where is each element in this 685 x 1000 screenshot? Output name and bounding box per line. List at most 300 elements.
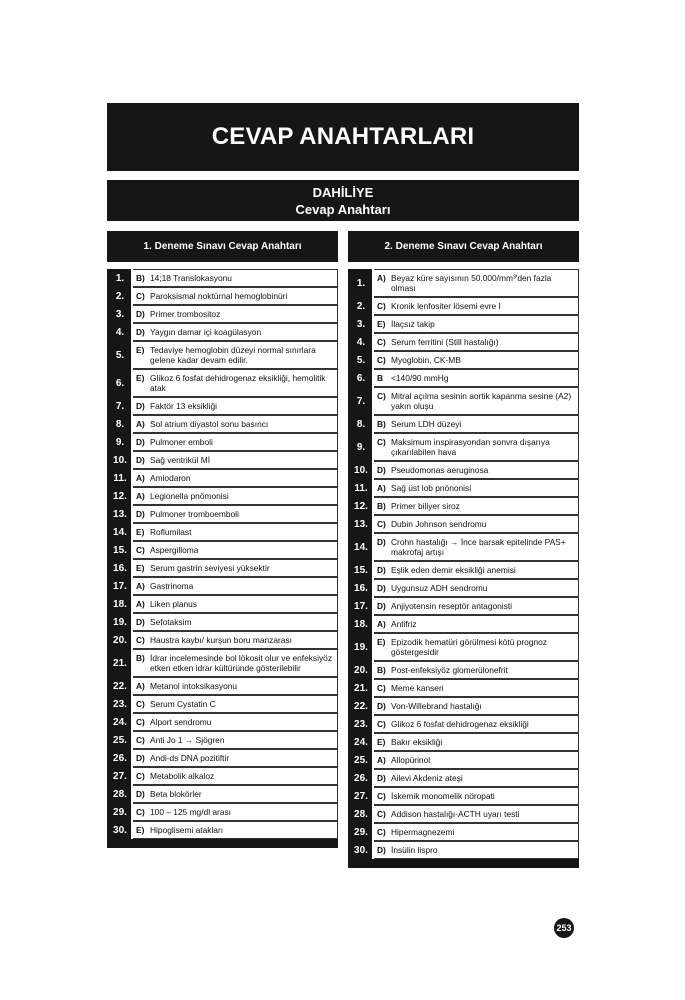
answer-letter: A)	[136, 599, 145, 609]
question-number: 27.	[109, 767, 131, 785]
answer-letter: C)	[136, 291, 145, 301]
answer-row	[350, 805, 579, 823]
answer-letter: E)	[377, 319, 386, 329]
answer-cell	[374, 679, 579, 697]
answer-text: Paroksismal noktürnal hemoglobinüri	[150, 291, 288, 301]
question-number: 2.	[350, 297, 372, 315]
answer-text: Tedaviye hemoglobin düzeyi normal sınırlara gelene kadar devam edilir.	[150, 345, 316, 365]
answer-letter: D)	[136, 401, 145, 411]
answer-row	[109, 323, 338, 341]
answer-letter: C)	[377, 809, 386, 819]
answer-row	[109, 433, 338, 451]
answer-cell	[133, 505, 338, 523]
answer-cell	[133, 595, 338, 613]
answer-text: Pulmoner tromboemboli	[150, 509, 239, 519]
question-number: 30.	[109, 821, 131, 839]
answer-row	[109, 415, 338, 433]
section-subtitle: Cevap Anahtarı	[295, 202, 391, 217]
answer-row	[109, 767, 338, 785]
question-number: 21.	[109, 649, 131, 677]
answer-text: Faktör 13 eksikliği	[150, 401, 218, 411]
answer-letter: B)	[136, 273, 145, 283]
answer-cell	[374, 461, 579, 479]
answer-cell	[374, 369, 579, 387]
answer-letter: E)	[136, 563, 145, 573]
answer-text: Pulmoner emboli	[150, 437, 213, 447]
answer-cell	[374, 269, 579, 297]
question-number: 23.	[109, 695, 131, 713]
answer-text: Glikoz 6 fosfat dehidrogenaz eksikliği, hemolitik atak	[150, 373, 326, 393]
answer-cell	[133, 487, 338, 505]
answer-row	[350, 433, 579, 461]
answer-row	[350, 269, 579, 297]
answer-text: İdrar incelemesinde bol lökosit olur ve enfeksiyöz etken etken idrar kültüründe gösterilebilir	[150, 653, 333, 673]
question-number: 30.	[350, 841, 372, 859]
answer-row	[109, 523, 338, 541]
answer-letter: C)	[377, 719, 386, 729]
answer-cell	[374, 769, 579, 787]
answer-row	[350, 769, 579, 787]
answer-text: Serum Cystatin C	[150, 699, 216, 709]
answer-cell	[133, 785, 338, 803]
answer-row	[109, 451, 338, 469]
answer-row	[350, 297, 579, 315]
question-number: 1.	[350, 269, 372, 297]
answer-row	[109, 305, 338, 323]
question-number: 7.	[109, 397, 131, 415]
page-title: CEVAP ANAHTARLARI	[107, 103, 579, 171]
question-number: 21.	[350, 679, 372, 697]
answer-list	[348, 269, 579, 859]
answer-row	[350, 579, 579, 597]
answer-list	[107, 269, 338, 839]
answer-letter: A)	[136, 581, 145, 591]
answer-row	[109, 631, 338, 649]
answer-letter: C)	[377, 391, 386, 401]
answer-text: Beta blokörler	[150, 789, 202, 799]
answer-cell	[133, 559, 338, 577]
column-footer-bar	[107, 839, 338, 848]
answer-cell	[133, 287, 338, 305]
answer-letter: B)	[377, 419, 386, 429]
answer-cell	[133, 695, 338, 713]
answer-cell	[133, 433, 338, 451]
question-number: 29.	[350, 823, 372, 841]
answer-text: Von-Willebrand hastalığı	[391, 701, 482, 711]
question-number: 23.	[350, 715, 372, 733]
answer-row	[109, 341, 338, 369]
answer-text: Serum ferritini (Still hastalığı)	[391, 337, 499, 347]
answer-letter: E)	[136, 825, 145, 835]
answer-cell	[374, 561, 579, 579]
answer-text: Serum gastrin seviyesi yüksektir	[150, 563, 270, 573]
answer-row	[350, 479, 579, 497]
answer-cell	[133, 269, 338, 287]
answer-text: Serum LDH düzeyi	[391, 419, 462, 429]
answer-cell	[374, 579, 579, 597]
answer-row	[350, 533, 579, 561]
answer-cell	[374, 661, 579, 679]
question-number: 6.	[350, 369, 372, 387]
answer-row	[350, 387, 579, 415]
answer-text: Yaygın damar içi koagülasyon	[150, 327, 262, 337]
answer-cell	[133, 749, 338, 767]
answer-cell	[133, 767, 338, 785]
answer-row	[350, 461, 579, 479]
answer-text: Primer biliyer siroz	[391, 501, 460, 511]
answer-letter: D)	[377, 583, 386, 593]
question-number: 19.	[109, 613, 131, 631]
answer-text: <140/90 mmHg	[391, 373, 449, 383]
question-number: 16.	[350, 579, 372, 597]
answer-letter: D)	[136, 455, 145, 465]
answer-letter: D)	[136, 309, 145, 319]
answer-row	[350, 633, 579, 661]
answer-cell	[374, 333, 579, 351]
answer-letter: E)	[377, 737, 386, 747]
question-number: 4.	[109, 323, 131, 341]
answer-cell	[374, 415, 579, 433]
answer-letter: C)	[377, 437, 386, 447]
answer-cell	[133, 323, 338, 341]
answer-row	[109, 613, 338, 631]
answer-text: Roflumilast	[150, 527, 192, 537]
question-number: 3.	[350, 315, 372, 333]
answer-text: Sol atrium diyastol sonu basıncı	[150, 419, 269, 429]
answer-row	[109, 287, 338, 305]
answer-row	[350, 597, 579, 615]
question-number: 27.	[350, 787, 372, 805]
answer-letter: A)	[136, 491, 145, 501]
answer-text: Antifriz	[391, 619, 417, 629]
question-number: 11.	[350, 479, 372, 497]
answer-cell	[133, 305, 338, 323]
answer-cell	[133, 341, 338, 369]
answer-row	[109, 559, 338, 577]
question-number: 20.	[350, 661, 372, 679]
answer-row	[350, 497, 579, 515]
answer-cell	[374, 733, 579, 751]
answer-cell	[374, 497, 579, 515]
answer-row	[350, 715, 579, 733]
question-number: 24.	[350, 733, 372, 751]
answer-letter: D)	[136, 789, 145, 799]
answer-cell	[374, 297, 579, 315]
answer-row	[109, 677, 338, 695]
answer-text: Beyaz küre sayısının 50.000/mm³'den fazla olması	[391, 273, 552, 293]
answer-text: Sağ ventrikül Mİ	[150, 455, 211, 465]
answer-cell	[374, 533, 579, 561]
answer-text: Addison hastalığı-ACTH uyarı testi	[391, 809, 520, 819]
answer-text: Hipoglisemi atakları	[150, 825, 224, 835]
answer-letter: C)	[377, 337, 386, 347]
answer-row	[350, 697, 579, 715]
answer-cell	[374, 387, 579, 415]
answer-cell	[133, 677, 338, 695]
answer-text: Gastrinoma	[150, 581, 194, 591]
section-header	[107, 180, 579, 221]
answer-letter: C)	[377, 791, 386, 801]
question-number: 7.	[350, 387, 372, 415]
question-number: 10.	[109, 451, 131, 469]
question-number: 17.	[350, 597, 372, 615]
answer-row	[109, 595, 338, 613]
answer-text: Amiodaron	[150, 473, 191, 483]
answer-cell	[374, 315, 579, 333]
answer-cell	[133, 541, 338, 559]
answer-text: Meme kanseri	[391, 683, 444, 693]
answer-text: Sağ üst lob pnönonisi	[391, 483, 472, 493]
question-number: 6.	[109, 369, 131, 397]
column-header: 2. Deneme Sınavı Cevap Anahtarı	[348, 231, 579, 262]
section-title: DAHİLİYE	[312, 185, 374, 200]
answer-row	[350, 787, 579, 805]
answer-row	[109, 803, 338, 821]
answer-row	[350, 823, 579, 841]
question-number: 12.	[109, 487, 131, 505]
answer-row	[350, 679, 579, 697]
answer-letter: A)	[136, 681, 145, 691]
page-number: 253	[554, 918, 574, 938]
question-number: 12.	[350, 497, 372, 515]
answer-cell	[133, 369, 338, 397]
column-header: 1. Deneme Sınavı Cevap Anahtarı	[107, 231, 338, 262]
answer-row	[109, 713, 338, 731]
answer-row	[109, 731, 338, 749]
question-number: 28.	[109, 785, 131, 803]
question-number: 26.	[109, 749, 131, 767]
answer-letter: C)	[136, 635, 145, 645]
question-number: 18.	[350, 615, 372, 633]
answer-text: Primer trombositoz	[150, 309, 221, 319]
answer-cell	[133, 577, 338, 595]
answer-text: Kronik lenfositer lösemi evre I	[391, 301, 501, 311]
question-number: 15.	[109, 541, 131, 559]
answer-cell	[374, 479, 579, 497]
question-number: 2.	[109, 287, 131, 305]
answer-text: Hipermagnezemi	[391, 827, 455, 837]
answer-letter: D)	[377, 565, 386, 575]
answer-text: İskemik monomelik nöropati	[391, 791, 495, 801]
answer-row	[350, 315, 579, 333]
answer-text: Glikoz 6 fosfat dehidrogenaz eksikliği	[391, 719, 529, 729]
question-number: 17.	[109, 577, 131, 595]
answer-text: İlaçsız takip	[391, 319, 435, 329]
answer-letter: C)	[377, 827, 386, 837]
question-number: 10.	[350, 461, 372, 479]
question-number: 28.	[350, 805, 372, 823]
answer-letter: A)	[377, 619, 386, 629]
question-number: 1.	[109, 269, 131, 287]
answer-cell	[374, 515, 579, 533]
question-number: 29.	[109, 803, 131, 821]
answer-cell	[133, 415, 338, 433]
answer-text: Bakır eksikliği	[391, 737, 443, 747]
answer-cell	[374, 787, 579, 805]
question-number: 22.	[350, 697, 372, 715]
answer-row	[350, 733, 579, 751]
answer-cell	[133, 469, 338, 487]
answer-row	[350, 515, 579, 533]
answer-row	[109, 269, 338, 287]
answer-row	[109, 785, 338, 803]
question-number: 22.	[109, 677, 131, 695]
answer-text: Alport sendromu	[150, 717, 212, 727]
answer-letter: B)	[377, 665, 386, 675]
question-number: 8.	[350, 415, 372, 433]
question-number: 26.	[350, 769, 372, 787]
answer-letter: D)	[377, 701, 386, 711]
answer-letter: C)	[136, 735, 145, 745]
question-number: 20.	[109, 631, 131, 649]
answer-row	[109, 505, 338, 523]
answer-row	[350, 415, 579, 433]
answer-text: 100 – 125 mg/dl arası	[150, 807, 232, 817]
answer-key-column-1	[107, 231, 338, 897]
question-number: 5.	[109, 341, 131, 369]
answer-letter: B)	[136, 653, 145, 663]
answer-row	[109, 369, 338, 397]
answer-letter: E)	[136, 527, 145, 537]
answer-text: Epizodik hematüri görülmesi kötü prognoz göstergesidir	[391, 637, 547, 657]
answer-row	[109, 695, 338, 713]
answer-key-column-2	[348, 231, 579, 897]
answer-text: Metabolik alkaloz	[150, 771, 215, 781]
answer-letter: E)	[377, 637, 386, 647]
question-number: 25.	[350, 751, 372, 769]
answer-cell	[133, 613, 338, 631]
answer-cell	[374, 715, 579, 733]
answer-letter: D)	[136, 327, 145, 337]
answer-letter: D)	[377, 465, 386, 475]
question-number: 14.	[350, 533, 372, 561]
answer-text: Haustra kaybı/ kurşun boru manzarası	[150, 635, 292, 645]
question-number: 15.	[350, 561, 372, 579]
question-number: 4.	[350, 333, 372, 351]
question-number: 8.	[109, 415, 131, 433]
answer-letter: D)	[136, 509, 145, 519]
answer-cell	[133, 397, 338, 415]
answer-row	[109, 577, 338, 595]
question-number: 19.	[350, 633, 372, 661]
question-number: 25.	[109, 731, 131, 749]
answer-letter: C)	[136, 699, 145, 709]
answer-letter: A)	[377, 273, 386, 283]
answer-letter: C)	[136, 771, 145, 781]
question-number: 13.	[350, 515, 372, 533]
answer-text: Maksimum inspirasyondan sonvra dışarıya çıkarılabilen hava	[391, 437, 550, 457]
answer-text: Anti Jo 1 → Sjögren	[150, 735, 225, 745]
question-number: 18.	[109, 595, 131, 613]
answer-text: Crohn hastalığı → İnce barsak epitelinde PAS+ makrofaj artışı	[391, 537, 566, 557]
answer-text: 14;18 Translokasyonu	[150, 273, 232, 283]
question-number: 24.	[109, 713, 131, 731]
answer-text: Pseudomonas aeruginosa	[391, 465, 489, 475]
answer-letter: A)	[136, 419, 145, 429]
answer-letter: D)	[377, 845, 386, 855]
answer-text: Allopürinol	[391, 755, 431, 765]
answer-letter: D)	[377, 773, 386, 783]
answer-letter: E)	[136, 373, 145, 383]
answer-text: Aspergilloma	[150, 545, 199, 555]
answer-letter: C)	[377, 519, 386, 529]
answer-letter: A)	[136, 473, 145, 483]
answer-letter: D)	[377, 601, 386, 611]
answer-cell	[374, 597, 579, 615]
answer-cell	[133, 451, 338, 469]
answer-cell	[374, 615, 579, 633]
answer-letter: E)	[136, 345, 145, 355]
answer-text: Ailevi Akdeniz ateşi	[391, 773, 463, 783]
question-number: 16.	[109, 559, 131, 577]
answer-text: Legionella pnömonisi	[150, 491, 229, 501]
answer-text: Mitral açılma sesinin aortik kapanma sesine (A2) yakın oluşu	[391, 391, 572, 411]
answer-text: Metanol intoksikasyonu	[150, 681, 238, 691]
answer-cell	[374, 351, 579, 369]
answer-letter: D)	[136, 753, 145, 763]
question-number: 13.	[109, 505, 131, 523]
answer-text: Uygunsuz ADH sendromu	[391, 583, 488, 593]
answer-letter: B	[377, 373, 384, 383]
answer-letter: C)	[377, 301, 386, 311]
question-number: 11.	[109, 469, 131, 487]
answer-cell	[133, 523, 338, 541]
answer-cell	[374, 697, 579, 715]
answer-row	[350, 333, 579, 351]
answer-text: Eşlik eden demir eksikliği anemisi	[391, 565, 516, 575]
answer-row	[350, 661, 579, 679]
answer-row	[109, 749, 338, 767]
answer-text: Anjiyotensin reseptör antagonisti	[391, 601, 513, 611]
answer-row	[350, 751, 579, 769]
answer-text: İnsülin lispro	[391, 845, 438, 855]
answer-cell	[374, 805, 579, 823]
answer-text: Myoglobin, CK-MB	[391, 355, 461, 365]
answer-letter: C)	[377, 355, 386, 365]
answer-cell	[133, 713, 338, 731]
answer-row	[350, 615, 579, 633]
answer-cell	[374, 633, 579, 661]
answer-text: Liken planus	[150, 599, 198, 609]
question-number: 9.	[109, 433, 131, 451]
answer-text: Andi-ds DNA pozitiftir	[150, 753, 230, 763]
answer-letter: D)	[136, 617, 145, 627]
answer-letter: C)	[136, 807, 145, 817]
answer-letter: A)	[377, 755, 386, 765]
answer-cell	[374, 841, 579, 859]
answer-row	[109, 541, 338, 559]
answer-letter: B)	[377, 501, 386, 511]
answer-letter: C)	[377, 683, 386, 693]
answer-letter: D)	[377, 537, 386, 547]
question-number: 5.	[350, 351, 372, 369]
answer-letter: A)	[377, 483, 386, 493]
answer-cell	[133, 731, 338, 749]
answer-row	[109, 397, 338, 415]
answer-text: Dubin Johnson sendromu	[391, 519, 487, 529]
column-footer-bar	[348, 859, 579, 868]
answer-cell	[133, 803, 338, 821]
answer-letter: D)	[136, 437, 145, 447]
answer-cell	[133, 649, 338, 677]
answer-row	[109, 487, 338, 505]
answer-row	[109, 821, 338, 839]
answer-cell	[374, 823, 579, 841]
answer-text: Post-enfeksiyöz glomerülonefrit	[391, 665, 508, 675]
answer-row	[109, 649, 338, 677]
answer-cell	[133, 631, 338, 649]
question-number: 9.	[350, 433, 372, 461]
